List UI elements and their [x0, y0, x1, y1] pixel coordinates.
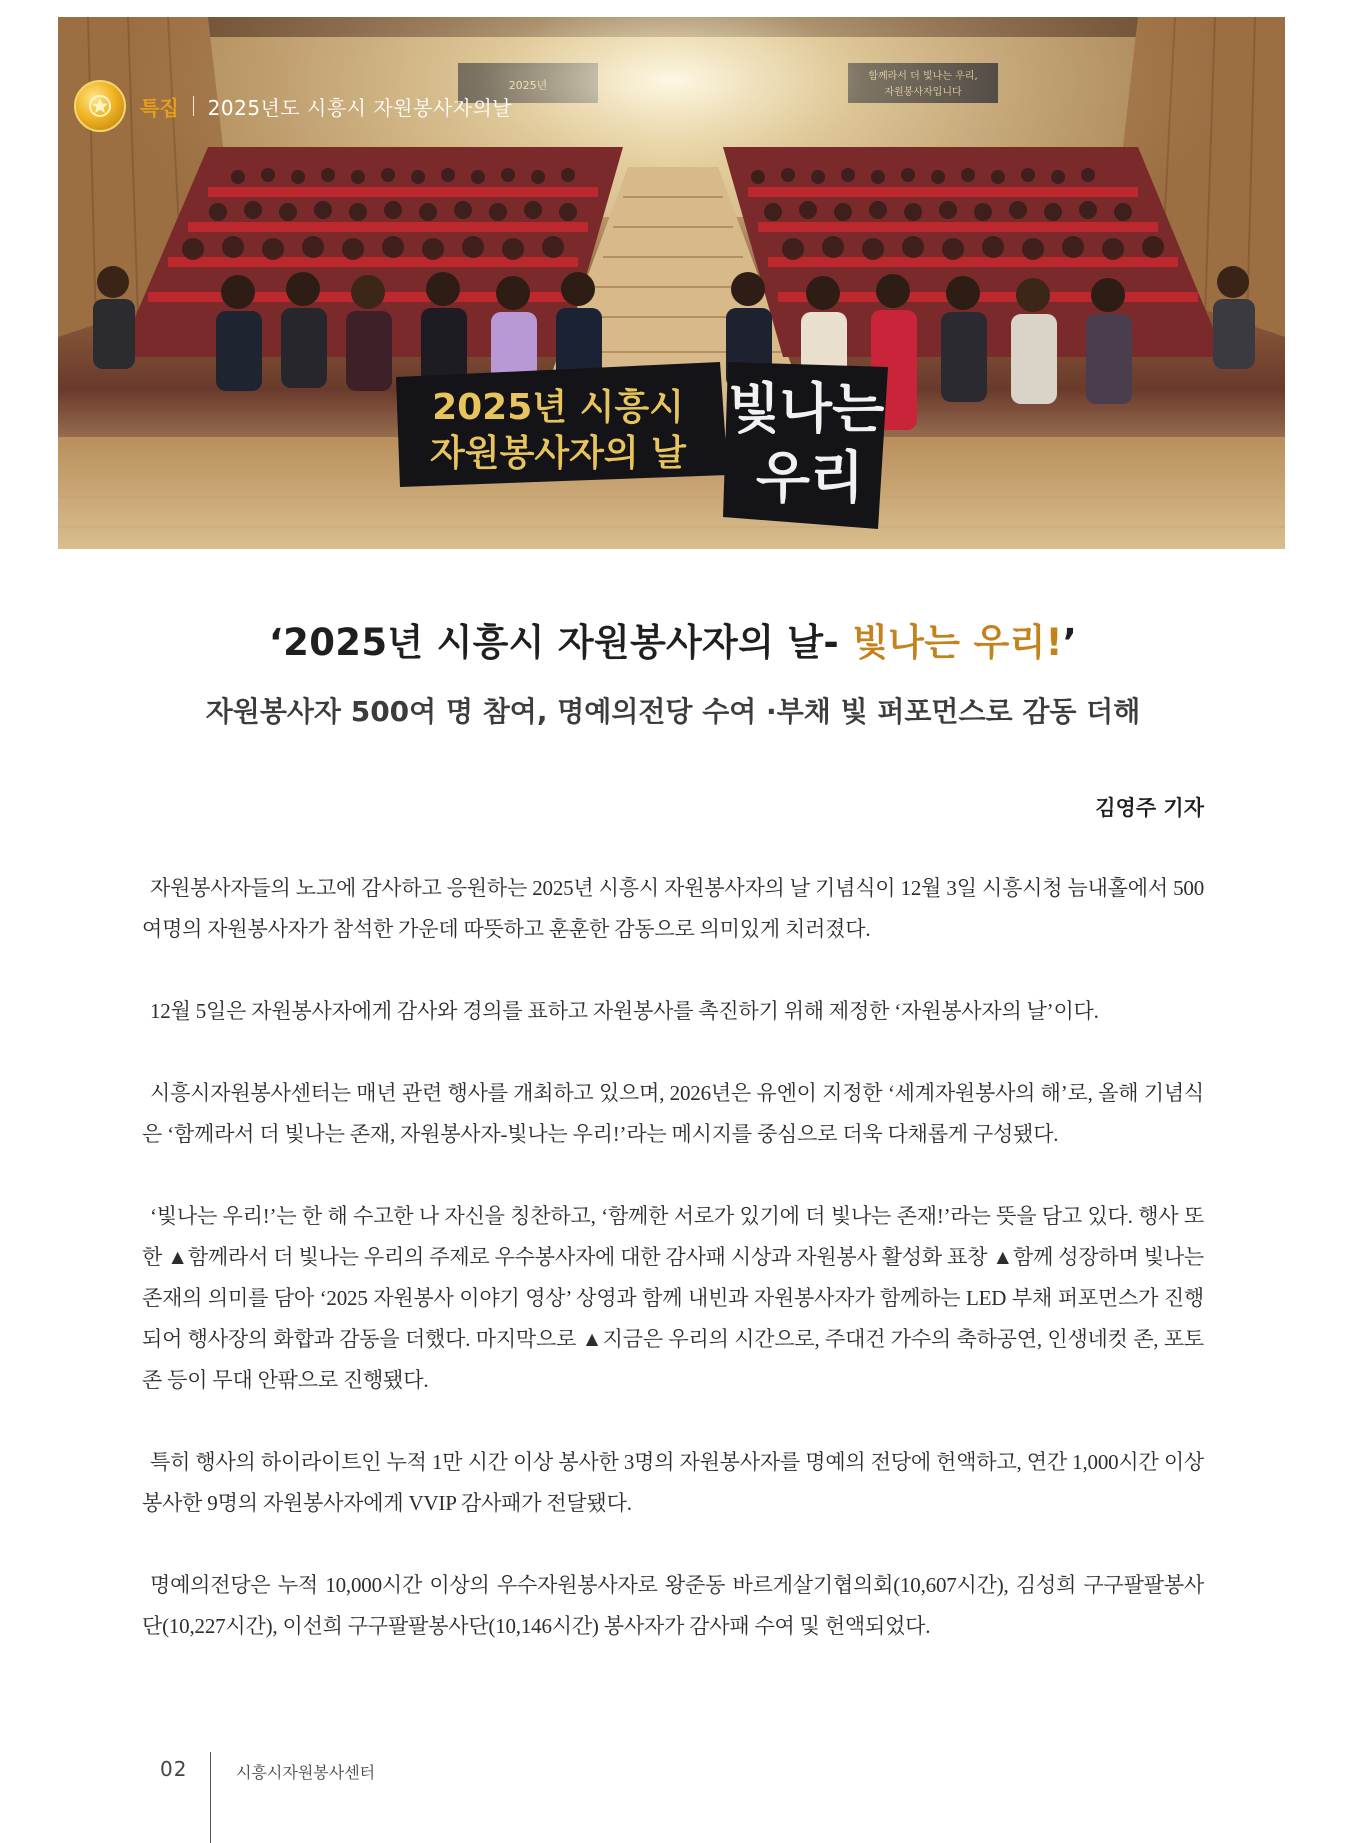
- banner-line-2: 자원봉사자의 날: [430, 433, 686, 474]
- event-banner-sign: [396, 362, 728, 487]
- paragraph: 특히 행사의 하이라이트인 누적 1만 시간 이상 봉사한 3명의 자원봉사자를 명예의 전당에 헌액하고, 연간 1,000시간 이상 봉사한 9명의 자원봉사자에게 VVIP 감사패가 전달됐다.: [142, 1450, 1204, 1515]
- paragraph: 명예의전당은 누적 10,000시간 이상의 우수자원봉사자로 왕준동 바르게살기협의회(10,607시간), 김성희 구구팔팔봉사단(10,227시간), 이선희 구구팔팔봉사단(10,146시간) 봉사자가 감사패 수여 및 헌액되었다.: [142, 1573, 1204, 1638]
- banner-right-1: 빛나는: [727, 377, 885, 440]
- article-title: [0, 612, 1346, 666]
- paragraph: 시흥시자원봉사센터는 매년 관련 행사를 개최하고 있으며, 2026년은 유엔이 지정한 ‘세계자원봉사의 해’로, 올해 기념식은 ‘함께라서 더 빛나는 존재, 자원봉사자-빛나는 우리!’라는 메시지를 중심으로 더욱 다채롭게 구성됐다.: [142, 1081, 1204, 1146]
- article-body: [142, 868, 1204, 1688]
- byline: 김영주 기자: [1095, 796, 1204, 820]
- banner-right-2: 우리: [755, 446, 865, 511]
- series-title: 2025년도 시흥시 자원봉사자의날: [207, 95, 513, 120]
- series-divider: [193, 96, 194, 116]
- medal-icon-glyph: [86, 92, 114, 120]
- series-tag: [74, 80, 512, 132]
- shining-us-sign: [723, 362, 888, 529]
- title-accent: 빛나는 우리!: [852, 621, 1063, 664]
- banner-line-1: 2025년 시흥시: [432, 387, 684, 428]
- footer-organization: 시흥시자원봉사센터: [236, 1763, 376, 1782]
- paragraph: 자원봉사자들의 노고에 감사하고 응원하는 2025년 시흥시 자원봉사자의 날 기념식이 12월 3일 시흥시청 늠내홀에서 500여명의 자원봉사자가 참석한 가운데 따뜻하고 훈훈한 감동으로 의미있게 치러졌다.: [142, 876, 1204, 941]
- paragraph: 12월 5일은 자원봉사자에게 감사와 경의를 표하고 자원봉사를 촉진하기 위해 제정한 ‘자원봉사자의 날’이다.: [150, 999, 1099, 1023]
- medal-icon: [74, 80, 126, 132]
- title-main: ‘2025년 시흥시 자원봉사자의 날-: [268, 621, 853, 664]
- article-subtitle: 자원봉사자 500여 명 참여, 명예의전당 수여 ·부채 빛 퍼포먼스로 감동 더해: [205, 695, 1141, 728]
- page-number: 02: [160, 1757, 188, 1781]
- paragraph: ‘빛나는 우리!’는 한 해 수고한 나 자신을 칭찬하고, ‘함께한 서로가 있기에 더 빛나는 존재!’라는 뜻을 담고 있다. 행사 또한 ▲함께라서 더 빛나는 우리의 주제로 우수봉사자에 대한 감사패 시상과 자원봉사 활성화 표창 ▲함께 성장하며 빛나는 존재의 의미를 담아 ‘2025 자원봉사 이야기 영상’ 상영과 함께 내빈과 자원봉사자가 함께하는 LED 부채 퍼포먼스가 진행되어 행사장의 화합과 감동을 더했다. 마지막으로 ▲지금은 우리의 시간으로, 주대건 가수의 축하공연, 인생네컷 존, 포토존 등이 무대 안팎으로 진행됐다.: [142, 1204, 1204, 1392]
- series-label: 특집: [140, 95, 179, 120]
- footer-divider: [210, 1752, 211, 1843]
- title-close: ’: [1062, 621, 1078, 664]
